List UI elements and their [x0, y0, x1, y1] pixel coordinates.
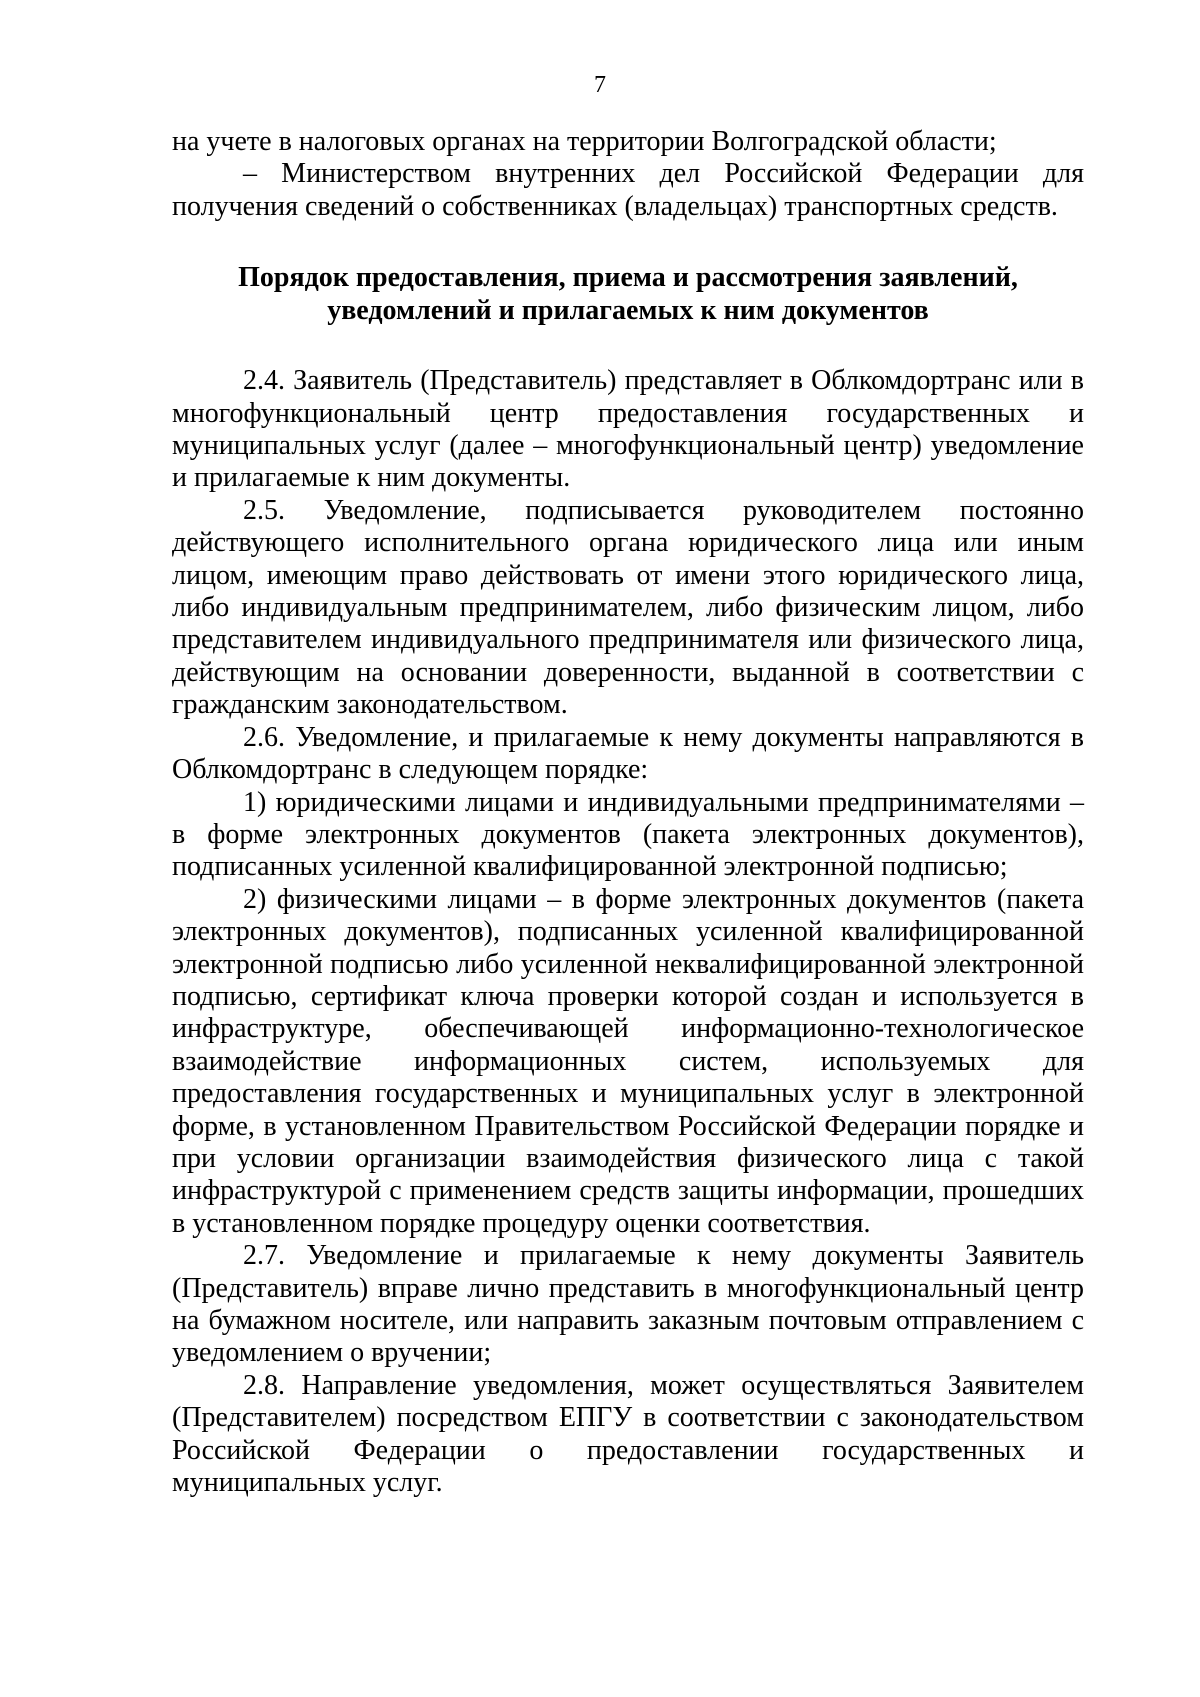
paragraph-2-6: 2.6. Уведомление, и прилагаемые к нему документы направляются в Облкомдортранс в следующем порядке: [172, 721, 1084, 786]
section-heading-line-1: Порядок предоставления, приема и рассмотрения заявлений, [238, 262, 1018, 294]
section-heading [172, 261, 1084, 327]
paragraph-2-6-item-1: 1) юридическими лицами и индивидуальными предпринимателями – в форме электронных документов (пакета электронных документов), подписанных усиленной квалифицированной электронной подписью; [172, 786, 1084, 883]
paragraph-2-7: 2.7. Уведомление и прилагаемые к нему документы Заявитель (Представитель) вправе лично представить в многофункциональный центр на бумажном носителе, или направить заказным почтовым отправлением с уведомлением о вручении; [172, 1240, 1084, 1369]
page-number: 7 [594, 72, 606, 98]
section-heading-line-2: уведомлений и прилагаемых к ним документов [327, 295, 929, 327]
document-body [172, 126, 1084, 1499]
paragraph-intro-continuation: на учете в налоговых органах на территории Волгоградской области; [172, 126, 997, 157]
paragraph-2-8: 2.8. Направление уведомления, может осуществляться Заявителем (Представителем) посредством ЕПГУ в соответствии с законодательством Российской Федерации о предоставлении государственных и муниципальных услуг. [172, 1369, 1084, 1499]
paragraph-2-4: 2.4. Заявитель (Представитель) представляет в Облкомдортранс или в многофункциональный центр предоставления государственных и муниципальных услуг (далее – многофункциональный центр) уведомление и прилагаемые к ним документы. [172, 365, 1084, 494]
paragraph-mvd-item: – Министерством внутренних дел Российской Федерации для получения сведений о собственниках (владельцах) транспортных средств. [172, 158, 1084, 222]
paragraph-2-6-item-2: 2) физическими лицами – в форме электронных документов (пакета электронных документов), подписанных усиленной квалифицированной электронной подписью либо усиленной неквалифицированной электронной подписью, сертификат ключа проверки которой создан и используется в инфраструктуре, обеспечивающей информационно-технологическое взаимодействие информационных систем, используемых для предоставления государственных и муниципальных услуг в электронной форме, в установленном Правительством Российской Федерации порядке и при условии организации взаимодействия физического лица с такой инфраструктурой с применением средств защиты информации, прошедших в установленном порядке процедуру оценки соответствия. [172, 883, 1084, 1239]
paragraph-2-5: 2.5. Уведомление, подписывается руководителем постоянно действующего исполнительного органа юридического лица или иным лицом, имеющим право действовать от имени этого юридического лица, либо индивидуальным предпринимателем, либо физическим лицом, либо представителем индивидуального предпринимателя или физического лица, действующим на основании доверенности, выданной в соответствии с гражданским законодательством. [172, 494, 1084, 721]
